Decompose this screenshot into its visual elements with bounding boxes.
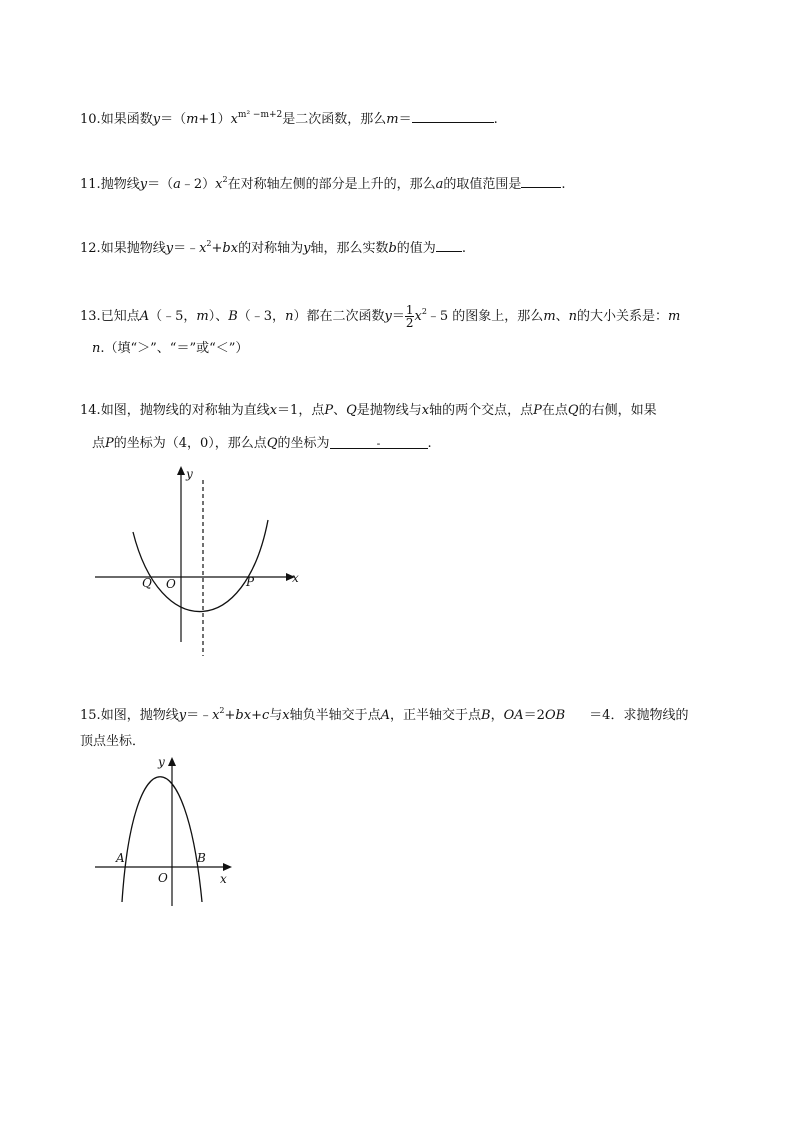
fraction-one-half: $\frac{1}{2}$ xyxy=(405,303,414,330)
exponent: m² −m+2 xyxy=(237,109,283,120)
point-b-label: B xyxy=(197,851,206,865)
question-15-line-1: 15.如图，抛物线$y=﹣x^2+bx+c$与x轴负半轴交于点A，正半轴交于点B，OA＝2OB ＝4．求抛物线的 xyxy=(80,705,689,723)
question-14-line-2: 点P的坐标为（4，0），那么点Q的坐标为 - . xyxy=(92,436,432,451)
question-15-line-2: 顶点坐标． xyxy=(80,734,146,749)
origin-label: O xyxy=(166,577,176,591)
question-number: 12. xyxy=(80,241,101,256)
answer-blank[interactable] xyxy=(521,175,561,188)
answer-blank[interactable] xyxy=(412,110,494,123)
y-axis-label: y xyxy=(158,755,165,769)
question-10: 10.如果函数$y=(m+1)x^{m^2 -m+2}$是二次函数，那么m＝ . xyxy=(80,109,498,127)
question-14-line-1: 14.如图，抛物线的对称轴为直线x＝1，点P、Q是抛物线与x轴的两个交点，点P在点Q的右侧，如果 xyxy=(80,403,657,418)
question-13-line-2: n.（填“＞”、“＝”或“＜”） xyxy=(92,341,249,356)
x-axis-label: x xyxy=(220,872,227,886)
x-axis-label: x xyxy=(292,571,299,585)
question-number: 11. xyxy=(80,177,101,192)
question-number: 14. xyxy=(80,403,101,418)
question-13-line-1: 13.已知点A（﹣5，m）、B（﹣3，n）都在二次函数y＝ $\frac{1}{2}$ $x^2﹣5$ 的图象上，那么m、n的大小关系是：m xyxy=(80,303,681,330)
answer-blank[interactable]: - xyxy=(330,436,428,449)
question-15-figure xyxy=(90,750,240,912)
point-p-label: P xyxy=(246,575,255,589)
x-axis-arrow-icon xyxy=(223,863,232,871)
point-a-label: A xyxy=(116,851,125,865)
answer-blank[interactable] xyxy=(436,239,462,252)
question-number: 13. xyxy=(80,309,101,324)
parabola xyxy=(133,520,268,612)
question-number: 10. xyxy=(80,112,101,127)
y-axis-arrow-icon xyxy=(168,757,176,766)
question-number: 15. xyxy=(80,708,101,723)
question-14-figure xyxy=(90,462,310,662)
point-q-label: Q xyxy=(142,576,152,590)
question-11: 11.抛物线$y=(a﹣2)x^2$在对称轴左侧的部分是上升的，那么a的取值范围是 . xyxy=(80,174,566,192)
origin-label: O xyxy=(158,871,168,885)
question-12: 12.如果抛物线$y=﹣x^2+bx$的对称轴为y轴，那么实数b的值为 . xyxy=(80,238,466,256)
y-axis-arrow-icon xyxy=(177,466,185,475)
y-axis-label: y xyxy=(186,467,193,481)
